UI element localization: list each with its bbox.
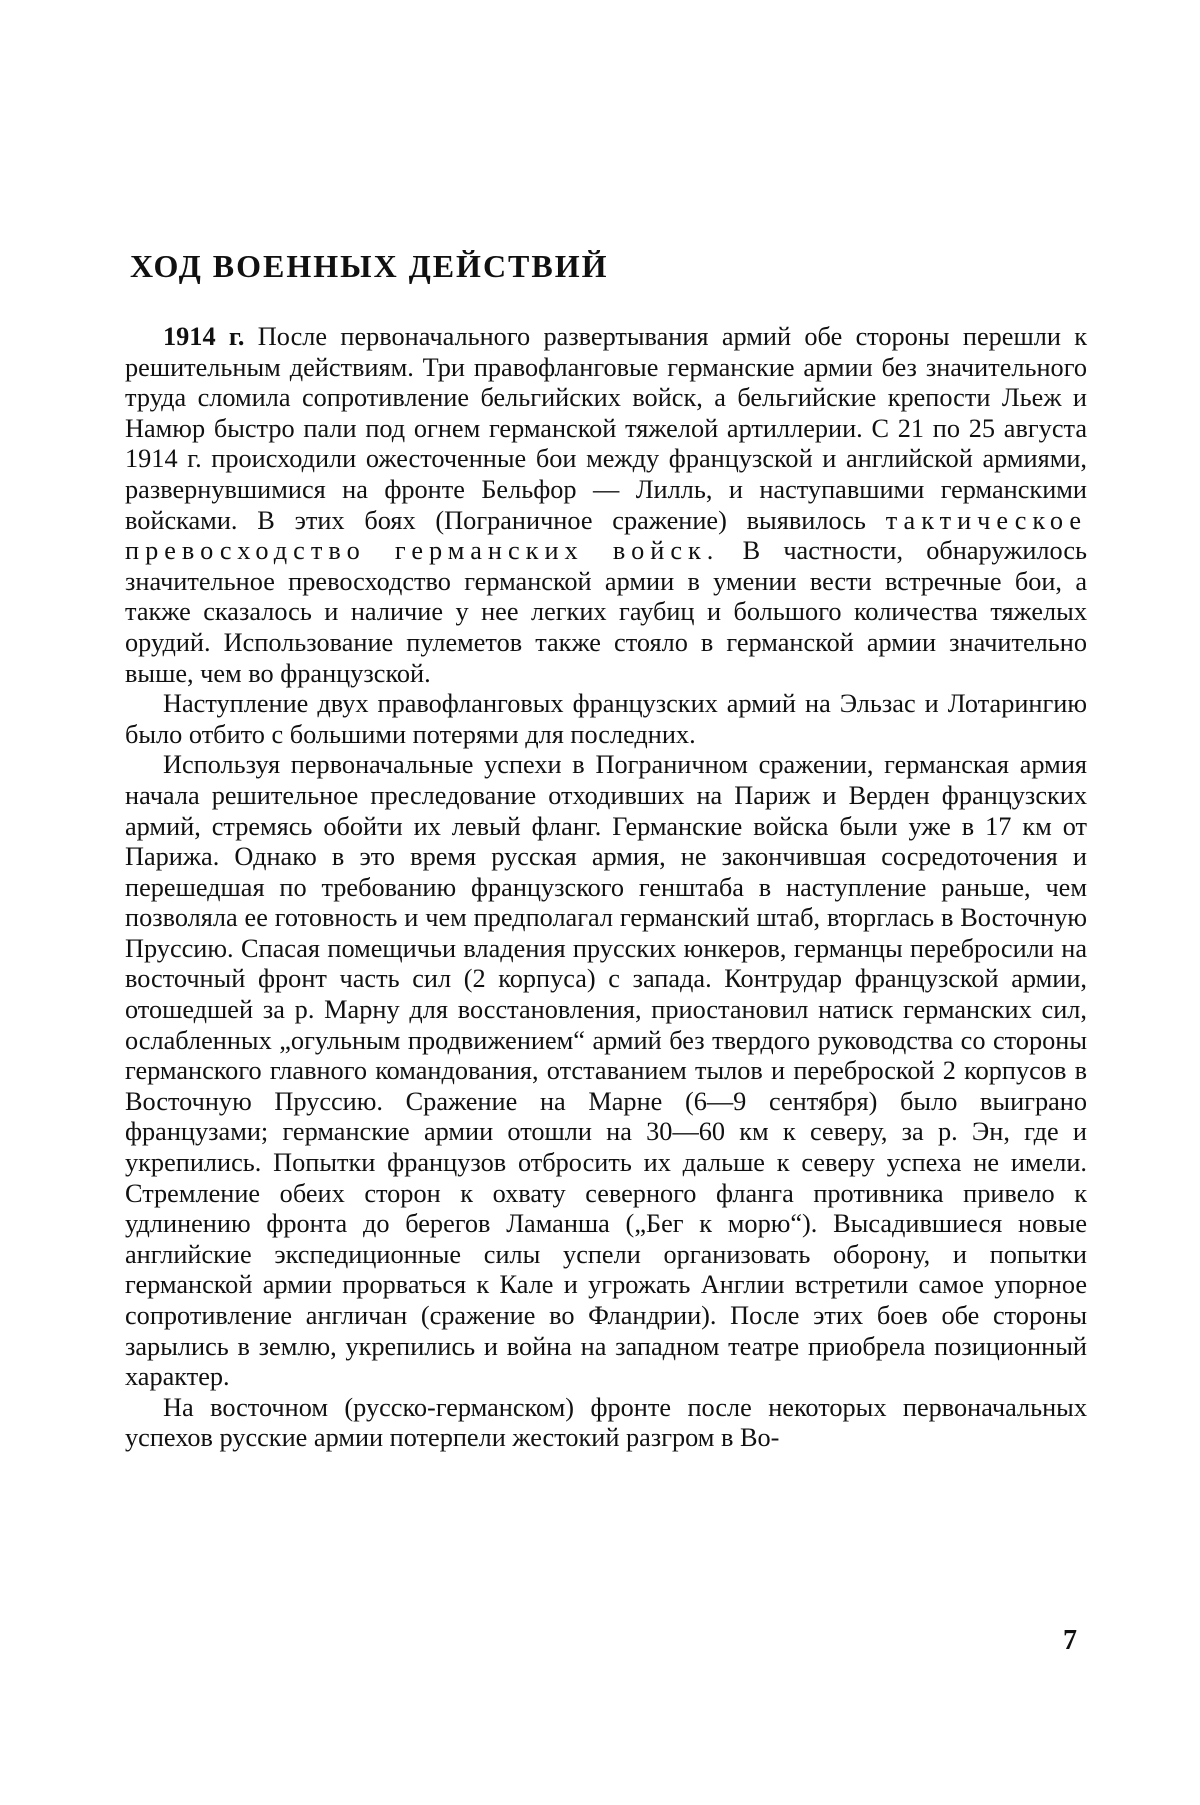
year-lead: 1914 г. xyxy=(163,322,245,351)
body-text xyxy=(125,322,1087,1454)
paragraph-1-text-after: В частности, обнаружилось значительное превосходство германской армии в умении вести встречные бои, а также сказалось и наличие у нее легких гаубиц и большого количества тяжелых орудий. Использование пулеметов также стояло в германской армии значительно выше, чем во французской. xyxy=(125,536,1087,688)
paragraph-1 xyxy=(125,322,1087,689)
paragraph-3: Используя первоначальные успехи в Пограничном сражении, германская армия начала решительное преследование отходивших на Париж и Верден французских армий, стремясь обойти их левый фланг. Германские войска были уже в 17 км от Парижа. Однако в это время русская армия, не закончившая сосредоточения и перешедшая по требованию французского генштаба в наступление раньше, чем позволяла ее готовность и чем предполагал германский штаб, вторглась в Восточную Пруссию. Спасая помещичьи владения прусских юнкеров, германцы перебросили на восточный фронт часть сил (2 корпуса) с запада. Контрудар французской армии, отошедшей за р. Марну для восстановления, приостановил натиск германских сил, ослабленных „огульным продвижением“ армий без твердого руководства со стороны германского главного командования, отставанием тылов и переброской 2 корпусов в Восточную Пруссию. Сражение на Марне (6—9 сентября) было выиграно французами; германские армии отошли на 30—60 км к северу, за р. Эн, где и укрепились. Попытки французов отбросить их дальше к северу успеха не имели. Стремление обеих сторон к охвату северного фланга противника привело к удлинению фронта до берегов Ламанша („Бег к морю“). Высадившиеся новые английские экспедиционные силы успели организовать оборону, и попытки германской армии прорваться к Кале и угрожать Англии встретили самое упорное сопротивление англичан (сражение во Фландрии). После этих боев обе стороны зарылись в землю, укрепились и война на западном театре приобрела позиционный характер. xyxy=(125,750,1087,1392)
section-title: ХОД ВОЕННЫХ ДЕЙСТВИЙ xyxy=(130,248,609,284)
page-number: 7 xyxy=(1063,1625,1077,1656)
paragraph-2: Наступление двух правофланговых французских армий на Эльзас и Лотарингию было отбито с большими потерями для последних. xyxy=(125,689,1087,749)
paragraph-1-text-before: После первоначального развертывания армий обе стороны перешли к решительным действиям. Три правофланговые германские армии без значительного труда сломила сопротивление бельгийских войск, а бельгийские крепости Льеж и Намюр быстро пали под огнем германской тяжелой артиллерии. С 21 по 25 августа 1914 г. происходили ожесточенные бои между французской и английской армиями, развернувшимися на фронте Бельфор — Лилль, и наступавшими германскими войсками. В этих боях (Пограничное сражение) выявилось xyxy=(125,322,1088,535)
paragraph-1-emphasis: тактическое превосходство германских войск. xyxy=(125,505,1087,566)
paragraph-4: На восточном (русско-германском) фронте после некоторых первоначальных успехов русские армии потерпели жестокий разгром в Во- xyxy=(125,1392,1087,1453)
